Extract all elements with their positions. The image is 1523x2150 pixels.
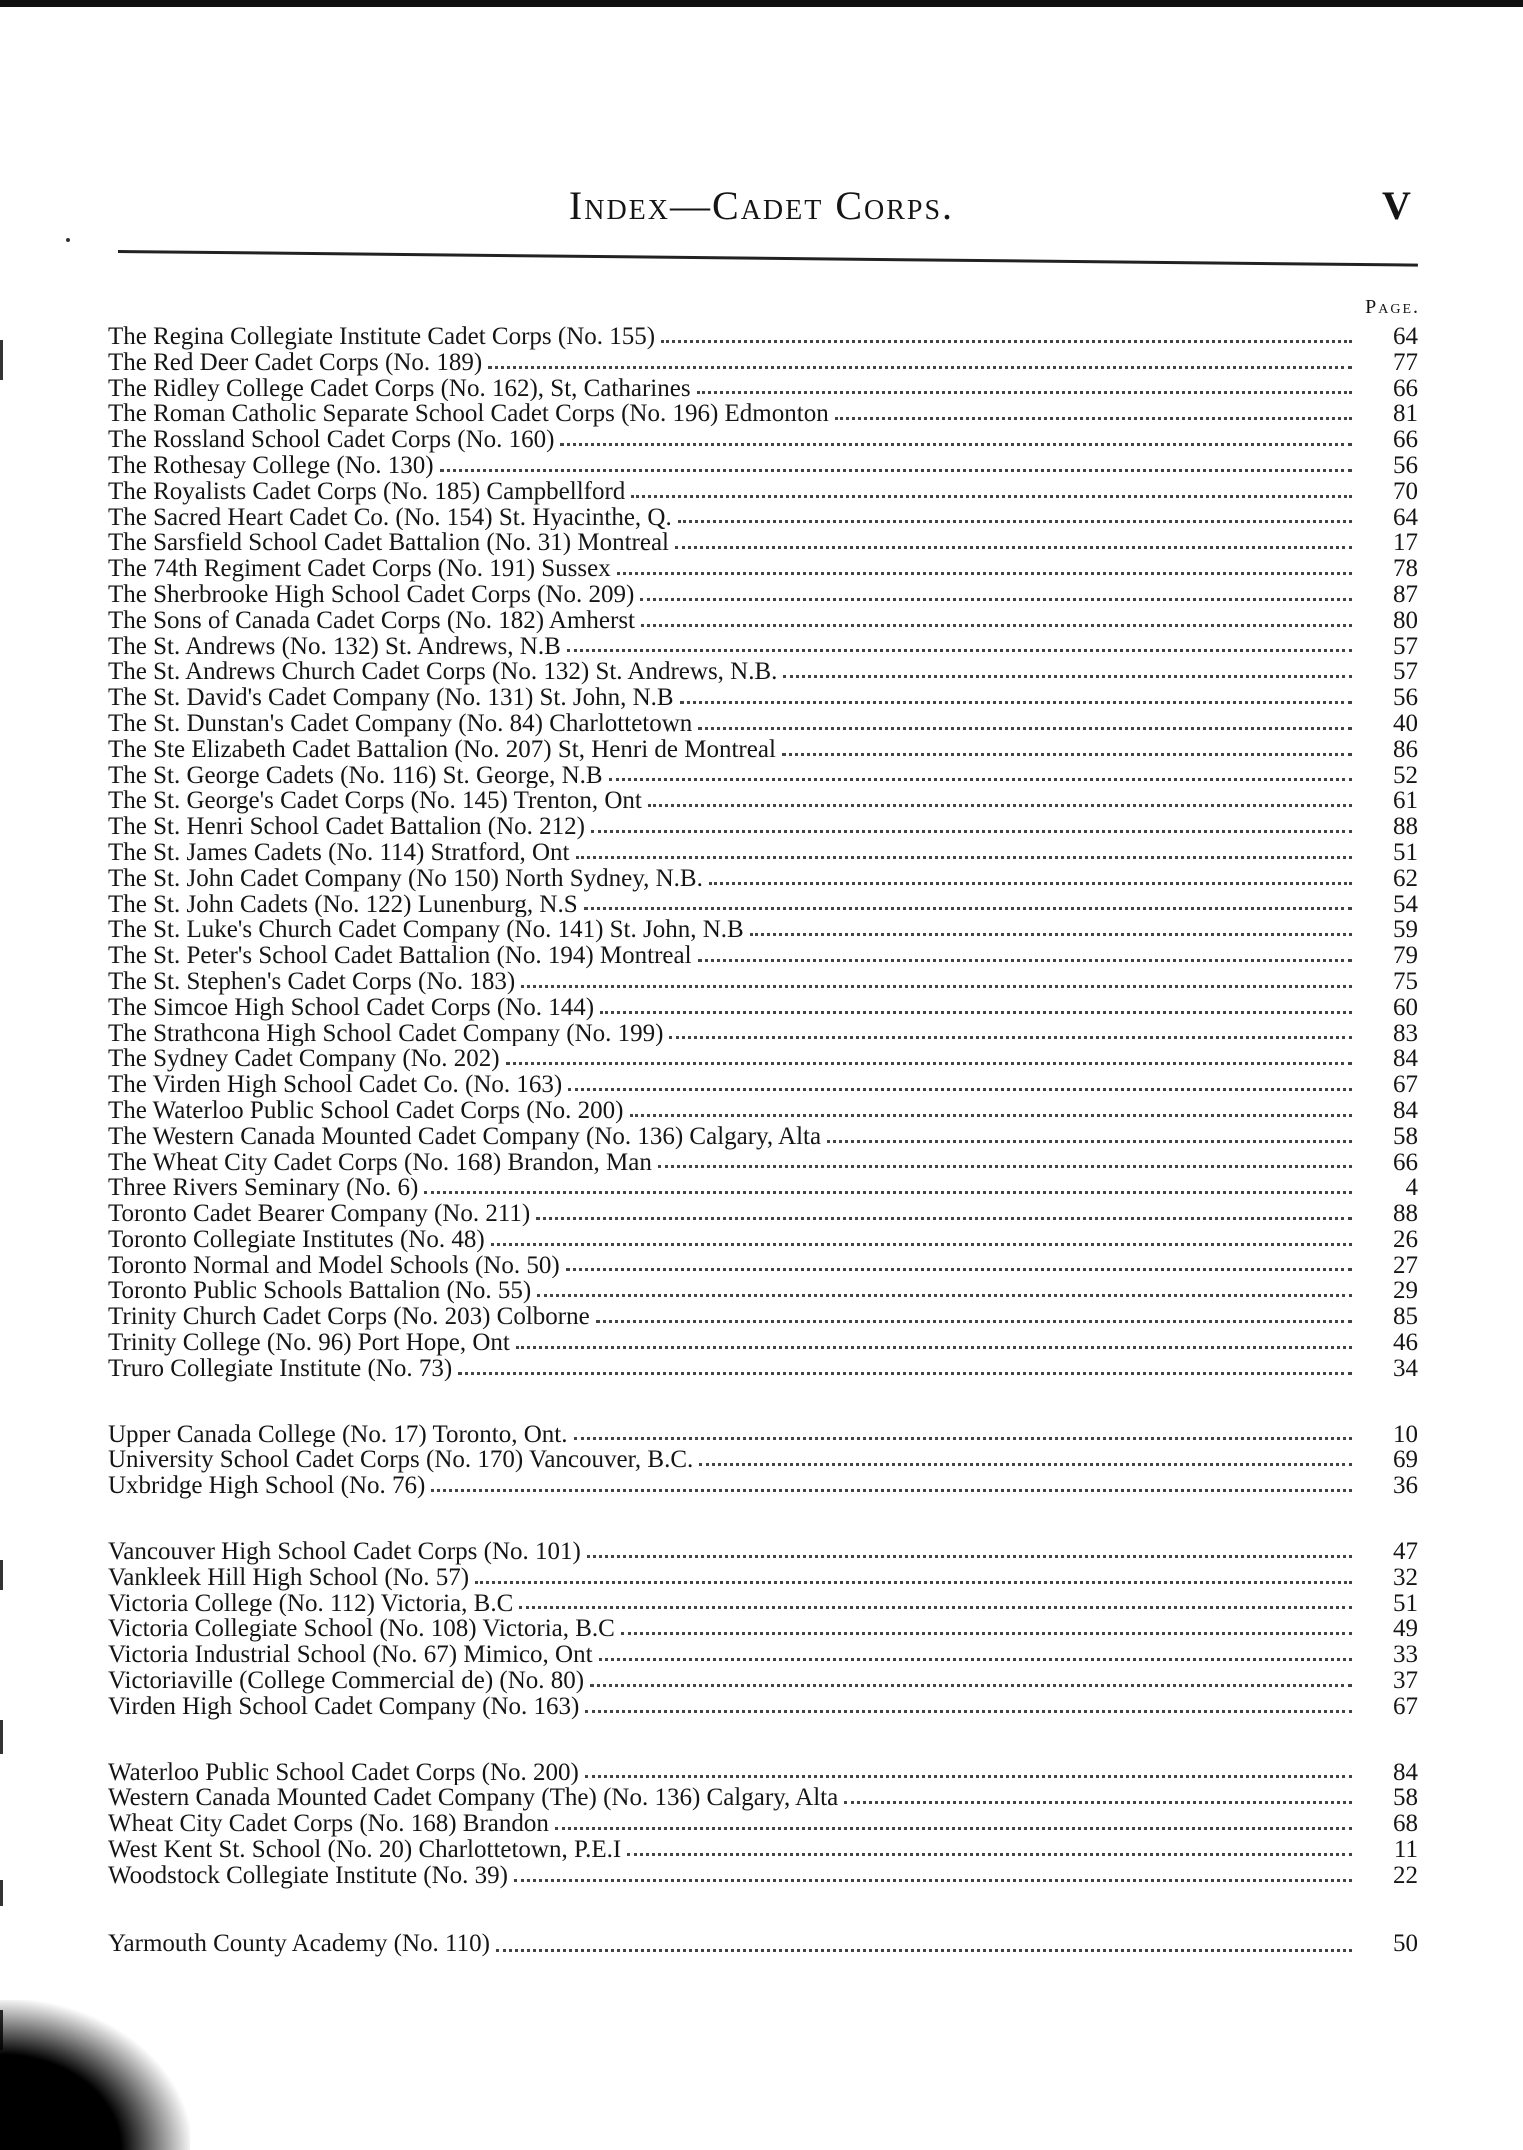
- index-section: [108, 1539, 1418, 1720]
- entry-title: The Virden High School Cadet Co. (No. 163): [108, 1072, 563, 1098]
- index-entry: [108, 1616, 1418, 1642]
- entry-title: Trinity Church Cadet Corps (No. 203) Colborne: [108, 1304, 590, 1331]
- entry-page-number: 17: [1393, 529, 1418, 557]
- entry-page-number: 67: [1393, 1071, 1418, 1099]
- entry-title: Vankleek Hill High School (No. 57): [108, 1564, 470, 1591]
- dot-leader: [750, 933, 1352, 936]
- index-entry: [108, 711, 1418, 737]
- dot-leader: [844, 1801, 1352, 1804]
- dot-leader: [631, 495, 1352, 498]
- dot-leader: [661, 340, 1352, 343]
- entry-title: The Roman Catholic Separate School Cadet Corps (No. 196) Edmonton: [108, 401, 829, 428]
- entry-page-number: 84: [1393, 1045, 1418, 1073]
- entry-title: The Western Canada Mounted Cadet Company (No. 136) Calgary, Alta: [108, 1123, 822, 1150]
- dot-leader: [782, 753, 1352, 756]
- index-entry: [108, 1565, 1418, 1591]
- entry-title: The Rossland School Cadet Corps (No. 160): [108, 427, 555, 453]
- dot-leader: [630, 1114, 1352, 1117]
- entry-page-number: 86: [1393, 735, 1418, 763]
- entry-title: The Waterloo Public School Cadet Corps (No. 200): [108, 1097, 624, 1124]
- entry-title: Truro Collegiate Institute (No. 73): [108, 1355, 453, 1382]
- dot-leader: [519, 1606, 1352, 1609]
- index-entry: [108, 685, 1418, 711]
- dot-leader: [536, 1217, 1352, 1220]
- index-entry: [108, 479, 1418, 505]
- dot-leader: [783, 675, 1352, 678]
- index-entry: [108, 1124, 1418, 1150]
- index-entry: [108, 1668, 1418, 1694]
- index-entry: [108, 1422, 1418, 1448]
- entry-title: West Kent St. School (No. 20) Charlottetown, P.E.I: [108, 1837, 622, 1863]
- entry-page-number: 26: [1393, 1225, 1418, 1253]
- index-entry: [108, 659, 1418, 685]
- index-section: [108, 1422, 1418, 1499]
- dot-leader: [591, 830, 1352, 833]
- entry-page-number: 36: [1393, 1472, 1418, 1500]
- entry-page-number: 22: [1393, 1861, 1418, 1889]
- index-entry: [108, 1929, 1418, 1959]
- entry-page-number: 59: [1393, 916, 1418, 944]
- entry-title: The St. Dunstan's Cadet Company (No. 84) Charlottetown: [108, 710, 693, 737]
- dot-leader: [599, 1658, 1352, 1661]
- entry-page-number: 58: [1393, 1784, 1418, 1812]
- entry-page-number: 51: [1393, 1589, 1418, 1617]
- dot-leader: [584, 907, 1352, 910]
- dot-leader: [627, 1853, 1352, 1856]
- dot-leader: [590, 1684, 1352, 1687]
- dot-leader: [709, 882, 1352, 885]
- entry-page-number: 64: [1393, 503, 1418, 531]
- dot-leader: [475, 1581, 1352, 1584]
- dot-leader: [617, 572, 1352, 575]
- entry-page-number: 40: [1393, 709, 1418, 737]
- entry-page-number: 46: [1393, 1329, 1418, 1357]
- entry-page-number: 61: [1393, 787, 1418, 815]
- entry-page-number: 33: [1393, 1641, 1418, 1669]
- index-entry: [108, 969, 1418, 995]
- entry-title: The St. Peter's School Cadet Battalion (No. 194) Montreal: [108, 943, 692, 969]
- entry-title: The St. Andrews (No. 132) St. Andrews, N.B: [108, 633, 561, 660]
- dot-leader: [698, 727, 1352, 730]
- entry-title: Toronto Public Schools Battalion (No. 55): [108, 1278, 532, 1305]
- dot-leader: [585, 1710, 1352, 1713]
- entry-page-number: 67: [1393, 1692, 1418, 1720]
- entry-title: The Sydney Cadet Company (No. 202): [108, 1046, 500, 1073]
- entry-title: Western Canada Mounted Cadet Company (The) (No. 136) Calgary, Alta: [108, 1785, 839, 1812]
- entry-title: Three Rivers Seminary (No. 6): [108, 1175, 419, 1202]
- dot-leader: [555, 1827, 1352, 1830]
- dot-leader: [585, 1775, 1352, 1778]
- index-section: [108, 1760, 1418, 1889]
- entry-page-number: 66: [1393, 1148, 1418, 1176]
- entry-title: The Strathcona High School Cadet Company (No. 199): [108, 1020, 664, 1047]
- entry-title: The St. Henri School Cadet Battalion (No. 212): [108, 814, 586, 840]
- dot-leader: [678, 520, 1352, 523]
- entry-page-number: 57: [1393, 658, 1418, 686]
- index-entry: [108, 866, 1418, 892]
- index-entry: [108, 1201, 1418, 1227]
- entry-page-number: 29: [1393, 1277, 1418, 1305]
- index-entry: [108, 324, 1418, 350]
- left-margin-mark: [0, 340, 3, 380]
- entry-title: The Regina Collegiate Institute Cadet Corps (No. 155): [108, 324, 656, 350]
- entry-title: Toronto Collegiate Institutes (No. 48): [108, 1226, 485, 1253]
- entry-page-number: 27: [1393, 1251, 1418, 1279]
- dot-leader: [488, 366, 1352, 369]
- left-margin-mark: [0, 1560, 3, 1590]
- entry-title: Upper Canada College (No. 17) Toronto, Ont.: [108, 1421, 568, 1448]
- entry-title: The Sherbrooke High School Cadet Corps (No. 209): [108, 581, 635, 608]
- index-entry: [108, 1253, 1418, 1279]
- index-entry: [108, 350, 1418, 376]
- index-entry: [108, 401, 1418, 427]
- index-entry: [108, 376, 1418, 402]
- dot-leader: [835, 417, 1352, 420]
- entry-title: Victoria College (No. 112) Victoria, B.C: [108, 1590, 514, 1617]
- page-top-edge: [0, 0, 1523, 7]
- index-entry: [108, 1539, 1418, 1565]
- dot-leader: [560, 443, 1352, 446]
- index-entry: [108, 1150, 1418, 1176]
- index-entry: [108, 1473, 1418, 1499]
- entry-title: The Simcoe High School Cadet Corps (No. 144): [108, 994, 595, 1021]
- dot-leader: [641, 624, 1352, 627]
- entry-page-number: 84: [1393, 1758, 1418, 1786]
- index-entry: [108, 582, 1418, 608]
- entry-title: The Sons of Canada Cadet Corps (No. 182) Amherst: [108, 607, 636, 634]
- entry-title: The St. Luke's Church Cadet Company (No. 141) St. John, N.B: [108, 917, 744, 944]
- dot-leader: [491, 1243, 1352, 1246]
- index-entry: [108, 1785, 1418, 1811]
- entry-page-number: 66: [1393, 374, 1418, 402]
- index-entry: [108, 892, 1418, 918]
- entry-title: Yarmouth County Academy (No. 110): [108, 1929, 490, 1957]
- dot-leader: [658, 1165, 1352, 1168]
- entry-page-number: 79: [1393, 942, 1418, 970]
- entry-title: University School Cadet Corps (No. 170) Vancouver, B.C.: [108, 1447, 694, 1474]
- entry-title: Trinity College (No. 96) Port Hope, Ont: [108, 1330, 510, 1356]
- entry-page-number: 64: [1393, 323, 1418, 350]
- dot-leader: [697, 391, 1352, 394]
- entry-page-number: 34: [1393, 1354, 1418, 1382]
- entry-title: The Ste Elizabeth Cadet Battalion (No. 207) St, Henri de Montreal: [108, 736, 776, 763]
- entry-page-number: 88: [1393, 1200, 1418, 1228]
- entry-title: Victoria Industrial School (No. 67) Mimico, Ont: [108, 1642, 593, 1669]
- page-number: V: [1382, 183, 1411, 228]
- index-entry: [108, 1694, 1418, 1720]
- entry-title: The Royalists Cadet Corps (No. 185) Campbellford: [108, 478, 626, 505]
- entry-page-number: 56: [1393, 451, 1418, 479]
- entry-title: The Ridley College Cadet Corps (No. 162), St, Catharines: [108, 375, 691, 402]
- dot-leader: [827, 1140, 1352, 1143]
- index-section: [108, 324, 1418, 1382]
- page-column-label: Page.: [1365, 296, 1420, 318]
- dot-leader: [576, 856, 1353, 859]
- dot-leader: [699, 1463, 1352, 1466]
- index-entry: [108, 1098, 1418, 1124]
- index-entry: [108, 943, 1418, 969]
- index-entry: [108, 788, 1418, 814]
- dot-leader: [514, 1879, 1352, 1882]
- index-entry: [108, 1021, 1418, 1047]
- dot-leader: [600, 1011, 1352, 1014]
- entry-page-number: 52: [1393, 761, 1418, 789]
- entry-title: Wheat City Cadet Corps (No. 168) Brandon: [108, 1811, 549, 1838]
- dot-leader: [521, 985, 1352, 988]
- entry-page-number: 70: [1393, 477, 1418, 505]
- index-list: [108, 324, 1418, 1999]
- dot-leader: [587, 1555, 1352, 1558]
- entry-title: The Red Deer Cadet Corps (No. 189): [108, 349, 483, 376]
- entry-title: The Wheat City Cadet Corps (No. 168) Brandon, Man: [108, 1149, 652, 1176]
- index-entry: [108, 1304, 1418, 1330]
- index-entry: [108, 505, 1418, 531]
- header-rule: [118, 250, 1418, 267]
- index-entry: [108, 1356, 1418, 1382]
- entry-page-number: 66: [1393, 426, 1418, 454]
- entry-page-number: 85: [1393, 1303, 1418, 1331]
- entry-page-number: 83: [1393, 1019, 1418, 1047]
- index-entry: [108, 1175, 1418, 1201]
- entry-title: The Sarsfield School Cadet Battalion (No. 31) Montreal: [108, 530, 669, 557]
- entry-page-number: 88: [1393, 813, 1418, 841]
- entry-title: The St. John Cadets (No. 122) Lunenburg, N.S: [108, 891, 578, 918]
- entry-title: Victoriaville (College Commercial de) (No. 80): [108, 1668, 585, 1694]
- entry-page-number: 4: [1405, 1174, 1418, 1202]
- index-entry: [108, 1330, 1418, 1356]
- index-entry: [108, 556, 1418, 582]
- left-margin-mark: [0, 1880, 3, 1906]
- dot-leader: [669, 1036, 1352, 1039]
- entry-page-number: 50: [1393, 1929, 1418, 1957]
- index-entry: [108, 1760, 1418, 1786]
- entry-page-number: 58: [1393, 1122, 1418, 1150]
- page-title: Index—Cadet Corps.: [568, 183, 955, 228]
- index-entry: [108, 530, 1418, 556]
- entry-page-number: 75: [1393, 967, 1418, 995]
- dot-leader: [648, 804, 1352, 807]
- index-entry: [108, 917, 1418, 943]
- dot-leader: [424, 1191, 1352, 1194]
- entry-title: The St. James Cadets (No. 114) Stratford, Ont: [108, 839, 570, 866]
- entry-title: Toronto Cadet Bearer Company (No. 211): [108, 1201, 531, 1227]
- entry-title: The St. John Cadet Company (No 150) North Sydney, N.B.: [108, 865, 703, 892]
- dot-leader: [566, 1268, 1352, 1271]
- index-entry: [108, 995, 1418, 1021]
- entry-title: The St. David's Cadet Company (No. 131) St. John, N.B: [108, 685, 674, 711]
- dot-leader: [537, 1294, 1352, 1297]
- entry-page-number: 77: [1393, 348, 1418, 376]
- index-entry: [108, 1591, 1418, 1617]
- entry-page-number: 84: [1393, 1096, 1418, 1124]
- index-entry: [108, 1811, 1418, 1837]
- index-section: [108, 1929, 1418, 1959]
- entry-page-number: 11: [1393, 1836, 1418, 1864]
- dot-leader: [596, 1320, 1352, 1323]
- dot-leader: [506, 1062, 1352, 1065]
- index-entry: [108, 763, 1418, 789]
- entry-title: The 74th Regiment Cadet Corps (No. 191) Sussex: [108, 556, 611, 582]
- dot-leader: [698, 959, 1352, 962]
- dot-leader: [567, 649, 1352, 652]
- entry-page-number: 87: [1393, 580, 1418, 608]
- entry-page-number: 81: [1393, 400, 1418, 428]
- entry-title: The St. George Cadets (No. 116) St. George, N.B: [108, 762, 603, 789]
- dot-leader: [640, 598, 1352, 601]
- index-entry: [108, 634, 1418, 660]
- entry-title: Virden High School Cadet Company (No. 163): [108, 1693, 580, 1720]
- dot-leader: [675, 546, 1352, 549]
- index-entry: [108, 1278, 1418, 1304]
- entry-page-number: 51: [1393, 838, 1418, 866]
- entry-page-number: 37: [1393, 1667, 1418, 1695]
- entry-page-number: 47: [1393, 1538, 1418, 1566]
- index-entry: [108, 427, 1418, 453]
- dot-leader: [568, 1088, 1352, 1091]
- entry-title: Uxbridge High School (No. 76): [108, 1473, 426, 1500]
- index-entry: [108, 1227, 1418, 1253]
- entry-title: The St. Andrews Church Cadet Corps (No. 132) St. Andrews, N.B.: [108, 659, 778, 686]
- dot-leader: [458, 1372, 1352, 1375]
- dot-leader: [431, 1489, 1352, 1492]
- dot-leader: [680, 701, 1352, 704]
- entry-title: The St. George's Cadet Corps (No. 145) Trenton, Ont: [108, 788, 642, 815]
- dot-leader: [496, 1949, 1352, 1952]
- entry-title: Woodstock Collegiate Institute (No. 39): [108, 1862, 508, 1889]
- index-entry: [108, 1046, 1418, 1072]
- dot-leader: [609, 778, 1352, 781]
- entry-page-number: 56: [1393, 684, 1418, 712]
- dot-leader: [621, 1632, 1352, 1635]
- entry-title: The Rothesay College (No. 130): [108, 452, 434, 479]
- entry-page-number: 57: [1393, 632, 1418, 660]
- entry-page-number: 60: [1393, 993, 1418, 1021]
- entry-page-number: 10: [1393, 1420, 1418, 1448]
- entry-page-number: 78: [1393, 555, 1418, 583]
- entry-page-number: 54: [1393, 890, 1418, 918]
- index-entry: [108, 814, 1418, 840]
- index-entry: [108, 840, 1418, 866]
- entry-page-number: 32: [1393, 1563, 1418, 1591]
- entry-title: The Sacred Heart Cadet Co. (No. 154) St. Hyacinthe, Q.: [108, 504, 672, 531]
- dot-leader: [440, 469, 1352, 472]
- index-entry: [108, 737, 1418, 763]
- entry-page-number: 49: [1393, 1615, 1418, 1643]
- entry-page-number: 62: [1393, 864, 1418, 892]
- index-entry: [108, 608, 1418, 634]
- entry-page-number: 68: [1393, 1810, 1418, 1838]
- entry-title: Victoria Collegiate School (No. 108) Victoria, B.C: [108, 1616, 615, 1643]
- entry-page-number: 80: [1393, 606, 1418, 634]
- entry-page-number: 69: [1393, 1446, 1418, 1474]
- index-entry: [108, 1642, 1418, 1668]
- index-entry: [108, 1863, 1418, 1889]
- entry-title: Toronto Normal and Model Schools (No. 50): [108, 1252, 560, 1279]
- index-entry: [108, 1837, 1418, 1863]
- entry-title: Vancouver High School Cadet Corps (No. 101): [108, 1539, 581, 1565]
- dot-leader: [574, 1437, 1353, 1440]
- dot-leader: [516, 1346, 1352, 1349]
- index-entry: [108, 453, 1418, 479]
- left-margin-mark: [0, 1720, 3, 1754]
- index-entry: [108, 1447, 1418, 1473]
- scan-corner-shadow: [0, 2000, 190, 2150]
- entry-title: The St. Stephen's Cadet Corps (No. 183): [108, 968, 516, 995]
- entry-title: Waterloo Public School Cadet Corps (No. 200): [108, 1759, 579, 1786]
- index-entry: [108, 1072, 1418, 1098]
- page-header: [0, 182, 1523, 242]
